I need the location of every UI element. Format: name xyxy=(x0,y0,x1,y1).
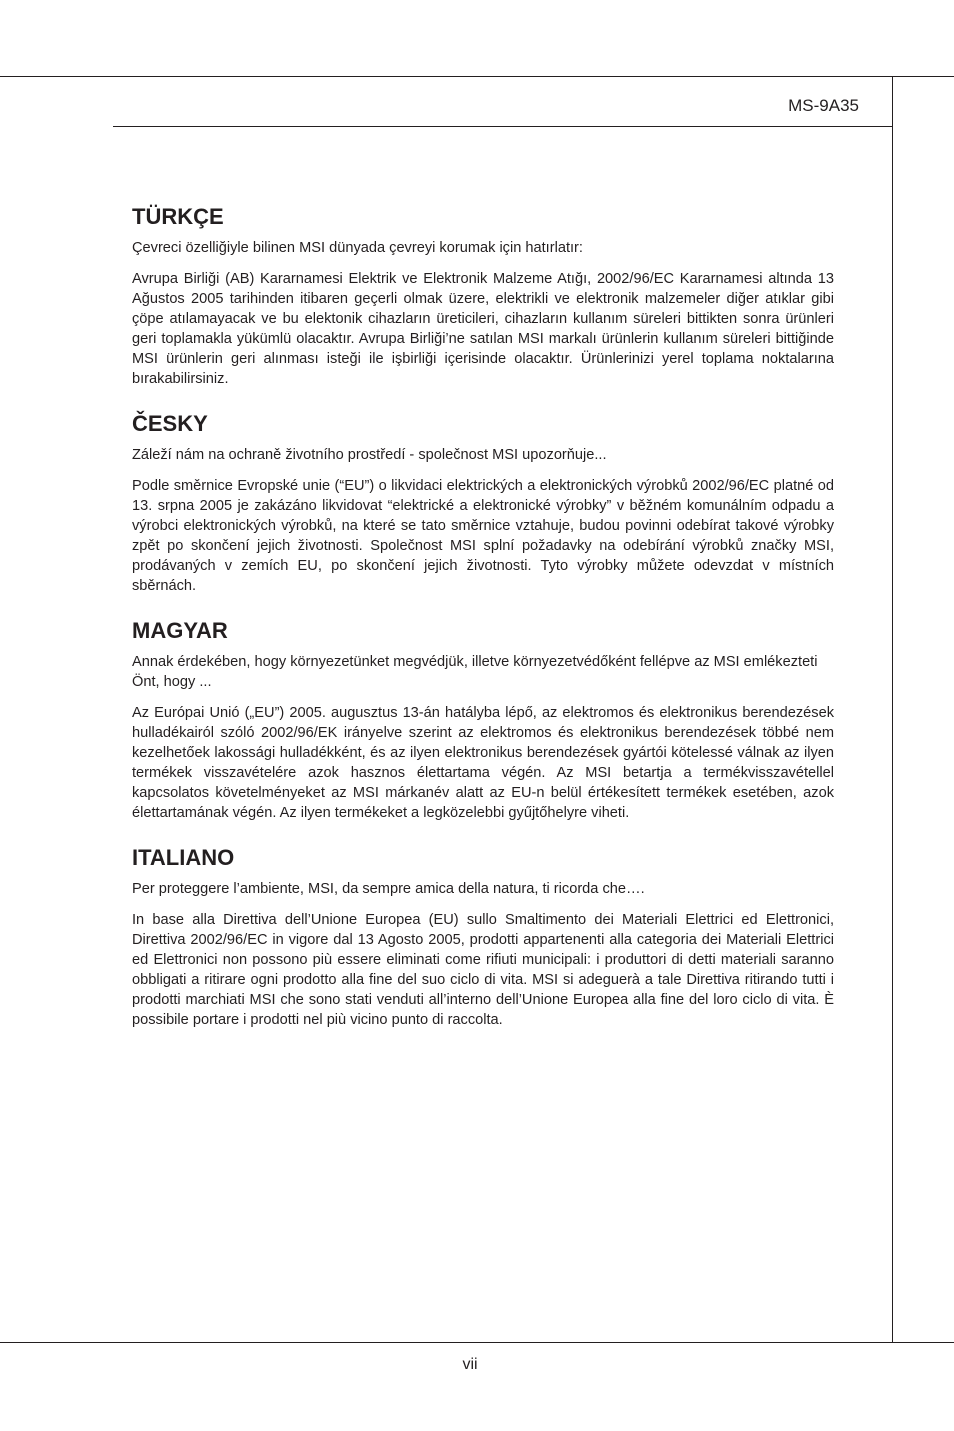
section-cesky xyxy=(132,411,834,596)
section-title: ČESKY xyxy=(132,411,208,436)
page-number: vii xyxy=(462,1356,478,1373)
section-intro: Záleží nám na ochraně životního prostředí - společnost MSI upozorňuje... xyxy=(132,447,607,463)
page-content xyxy=(132,204,834,1052)
section-intro: Per proteggere l’ambiente, MSI, da sempre amica della natura, ti ricorda che…. xyxy=(132,881,645,897)
section-italiano xyxy=(132,845,834,1030)
footer-rule xyxy=(0,1342,954,1343)
section-title: TÜRKÇE xyxy=(132,204,224,229)
page-side-rule xyxy=(892,76,893,1343)
section-title: MAGYAR xyxy=(132,618,228,643)
section-title: ITALIANO xyxy=(132,845,235,870)
section-body: Avrupa Birliği (AB) Kararnamesi Elektrik ve Elektronik Malzeme Atığı, 2002/96/EC Kararnamesi altında 13 Ağustos 2005 tarihinden itibaren geçerli olmak üzere, elektrikli ve elektronik malzemeler diğer atıklar gibi çöpe atılamayacak ve bu elektonik cihazların üreticileri, cihazların kullanım süreleri bittikten sonra ürünleri geri toplamakla yükümlü olacaktır. Avrupa Birliği’ne satılan MSI markalı ürünlerin kullanım süreleri bittiğinde MSI ürünlerin geri alınması isteği ile işbirliği içerisinde olacaktır. Ürünlerinizi yerel toplama noktalarına bırakabilirsiniz. xyxy=(132,271,834,387)
section-body: In base alla Direttiva dell’Unione Europea (EU) sullo Smaltimento dei Materiali Elettrici ed Elettronici, Direttiva 2002/96/EC in vigore dal 13 Agosto 2005, prodotti appartenenti alla categoria dei Materiali Elettrici ed Elettronici non possono più essere eliminati come rifiuti municipali: i produttori di detti materiali saranno obbligati a ritirare ogni prodotto alla fine del suo ciclo di vita. MSI si adeguerà a tale Direttiva ritirando tutti i prodotti marchiati MSI che sono stati venduti all’interno dell’Unione Europea alla fine del loro ciclo di vita. È possibile portare i prodotti nel più vicino punto di raccolta. xyxy=(132,912,834,1028)
top-rule-right xyxy=(893,76,954,77)
section-body: Az Európai Unió („EU”) 2005. augusztus 13-án hatályba lépő, az elektromos és elektronikus berendezések hulladékairól szóló 2002/96/EK irányelve szerint az elektromos és elektronikus berendezések többé nem kezelhetőek lakossági hulladékként, és az ilyen elektronikus berendezések gyártói kötelessé válnak az ilyen termékek visszavételére azok hasznos élettartama végén. Az MSI betartja a termékvisszavétellel kapcsolatos követelményeket az MSI márkanév alatt az EU-n belül értékesített termékek esetében, azok élettartamának végén. Az ilyen termékeket a legközelebbi gyűjtőhelyre viheti. xyxy=(132,705,834,821)
section-turkce xyxy=(132,204,834,389)
section-magyar xyxy=(132,618,834,823)
top-rule-left xyxy=(0,76,893,77)
section-body: Podle směrnice Evropské unie (“EU”) o likvidaci elektrických a elektronických výrobků 2002/96/EC platné od 13. srpna 2005 je zakázáno likvidovat “elektrické a elektronické výrobky” v běžném komunálním odpadu a výrobci elektronických výrobků, na které se tato směrnice vztahuje, budou povinni odebírat takové výrobky zpět po skončení jejich životnosti. Společnost MSI splní požadavky na odebírání výrobků značky MSI, prodávaných v zemích EU, po skončení jejich životnosti. Tyto výrobky můžete odevzdat v místních sběrnách. xyxy=(132,478,834,594)
section-intro: Çevreci özelliğiyle bilinen MSI dünyada çevreyi korumak için hatırlatır: xyxy=(132,240,583,256)
header-model-number: MS-9A35 xyxy=(788,96,859,115)
header-rule xyxy=(113,126,893,127)
section-intro: Annak érdekében, hogy környezetünket megvédjük, illetve környezetvédőként fellépve az MSI emlékezteti Önt, hogy ... xyxy=(132,654,818,690)
